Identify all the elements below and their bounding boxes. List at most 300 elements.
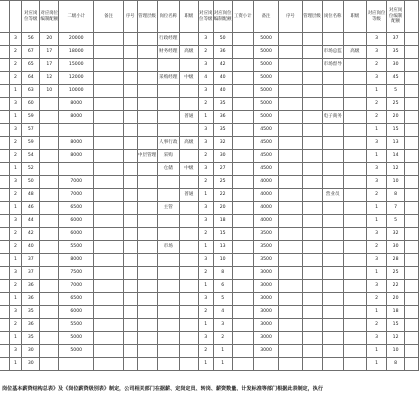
table-cell <box>279 163 302 176</box>
table-cell: 中级 <box>179 72 198 85</box>
table-cell: 市场总监 <box>322 46 343 59</box>
table-cell: 3 <box>9 306 22 319</box>
table-cell <box>94 163 124 176</box>
table-cell <box>157 332 179 345</box>
table-cell <box>232 189 253 202</box>
table-cell: 1 <box>198 189 213 202</box>
table-cell <box>0 241 9 254</box>
table-cell: 1 <box>367 306 387 319</box>
table-cell <box>0 358 9 371</box>
table-cell <box>279 306 302 319</box>
table-cell: 仓储 <box>157 163 179 176</box>
table-cell <box>137 254 157 267</box>
table-cell <box>322 293 343 306</box>
table-cell: 5000 <box>253 33 278 46</box>
header-cell: 职级 <box>179 1 198 33</box>
header-cell: 对应岗位等级 <box>367 1 387 33</box>
table-cell <box>322 345 343 358</box>
table-cell <box>123 46 137 59</box>
table-cell <box>302 124 322 137</box>
table-cell <box>302 85 322 98</box>
table-cell <box>279 202 302 215</box>
table-cell <box>343 189 366 202</box>
table-cell <box>232 176 253 189</box>
header-cell: 对应岗位等级 <box>198 1 213 33</box>
table-cell <box>179 228 198 241</box>
table-cell: 3 <box>198 137 213 150</box>
table-cell <box>302 176 322 189</box>
table-cell: 13 <box>213 241 232 254</box>
table-cell: 37 <box>22 254 40 267</box>
table-cell: 10000 <box>59 85 94 98</box>
table-cell <box>179 150 198 163</box>
table-cell: 36 <box>22 319 40 332</box>
header-cell: 工资小计 <box>232 1 253 33</box>
table-cell <box>94 358 124 371</box>
table-cell <box>40 306 59 319</box>
table-row <box>0 72 419 85</box>
table-cell: 45 <box>387 72 405 85</box>
table-cell: 54 <box>22 150 40 163</box>
table-cell: 10 <box>40 85 59 98</box>
table-cell <box>343 241 366 254</box>
table-cell-edge <box>405 46 419 59</box>
table-cell: 2 <box>9 137 22 150</box>
table-row <box>0 111 419 124</box>
table-row <box>0 280 419 293</box>
table-cell: 3 <box>367 254 387 267</box>
table-cell <box>302 137 322 150</box>
table-cell: 20 <box>387 293 405 306</box>
table-cell <box>0 46 9 59</box>
table-cell: 1 <box>367 124 387 137</box>
table-cell: 35 <box>22 332 40 345</box>
table-cell <box>94 59 124 72</box>
table-cell: 1 <box>198 241 213 254</box>
table-cell <box>137 111 157 124</box>
table-cell <box>123 306 137 319</box>
table-cell <box>302 345 322 358</box>
table-cell <box>40 358 59 371</box>
table-cell: 3 <box>367 163 387 176</box>
table-cell: 3 <box>198 202 213 215</box>
table-cell <box>94 85 124 98</box>
table-cell: 3500 <box>253 241 278 254</box>
table-cell <box>343 59 366 72</box>
table-cell: 4 <box>198 72 213 85</box>
table-cell <box>343 163 366 176</box>
table-cell <box>179 306 198 319</box>
table-row <box>0 293 419 306</box>
table-cell <box>232 72 253 85</box>
table-cell: 8000 <box>59 137 94 150</box>
table-cell: 2 <box>367 189 387 202</box>
table-cell: 2 <box>198 345 213 358</box>
table-cell: 1 <box>198 319 213 332</box>
table-cell <box>157 111 179 124</box>
table-cell <box>157 345 179 358</box>
table-cell: 市场 <box>157 241 179 254</box>
table-cell: 60 <box>22 98 40 111</box>
table-cell: 4500 <box>253 124 278 137</box>
table-row <box>0 319 419 332</box>
table-cell: 50 <box>213 33 232 46</box>
table-cell: 30 <box>22 358 40 371</box>
table-cell <box>232 111 253 124</box>
table-cell <box>179 124 198 137</box>
table-cell <box>179 85 198 98</box>
table-cell-edge <box>405 254 419 267</box>
table-cell: 2 <box>213 332 232 345</box>
table-cell: 2 <box>367 319 387 332</box>
table-cell <box>137 332 157 345</box>
table-cell-edge <box>405 215 419 228</box>
table-cell: 7000 <box>59 280 94 293</box>
table-cell-edge <box>405 228 419 241</box>
header-cell-edge <box>405 1 419 33</box>
table-cell <box>179 33 198 46</box>
table-cell <box>137 345 157 358</box>
table-cell: 高级 <box>179 46 198 59</box>
table-cell <box>343 306 366 319</box>
table-cell <box>179 345 198 358</box>
table-cell: 主管 <box>157 202 179 215</box>
table-cell: 普通 <box>179 111 198 124</box>
table-cell: 35 <box>213 124 232 137</box>
table-cell: 2 <box>367 98 387 111</box>
table-cell <box>0 267 9 280</box>
table-row <box>0 189 419 202</box>
table-cell <box>0 228 9 241</box>
table-cell: 4000 <box>253 215 278 228</box>
table-cell <box>123 33 137 46</box>
table-cell: 1 <box>367 202 387 215</box>
table-cell: 5 <box>387 215 405 228</box>
table-cell <box>40 137 59 150</box>
table-cell: 56 <box>22 33 40 46</box>
table-cell: 3 <box>9 33 22 46</box>
table-cell: 44 <box>22 215 40 228</box>
table-cell <box>322 267 343 280</box>
table-row <box>0 85 419 98</box>
table-cell <box>343 332 366 345</box>
table-cell: 1 <box>198 358 213 371</box>
table-cell: 36 <box>213 46 232 59</box>
table-cell: 5500 <box>59 319 94 332</box>
table-cell <box>157 189 179 202</box>
table-cell <box>279 345 302 358</box>
table-cell <box>137 176 157 189</box>
table-cell <box>343 137 366 150</box>
table-cell <box>94 215 124 228</box>
table-cell <box>40 280 59 293</box>
table-cell: 3000 <box>253 319 278 332</box>
table-cell <box>179 59 198 72</box>
header-cell: 二级小计 <box>59 1 94 33</box>
table-cell <box>322 85 343 98</box>
table-cell <box>157 228 179 241</box>
table-cell <box>123 72 137 85</box>
table-cell: 12000 <box>59 72 94 85</box>
table-cell: 2 <box>9 280 22 293</box>
table-cell <box>343 358 366 371</box>
table-cell: 3 <box>198 293 213 306</box>
table-cell <box>94 241 124 254</box>
table-cell <box>0 254 9 267</box>
table-cell <box>123 202 137 215</box>
table-cell: 3000 <box>253 306 278 319</box>
table-cell <box>343 280 366 293</box>
table-cell <box>279 267 302 280</box>
table-cell-edge <box>405 111 419 124</box>
table-cell <box>59 124 94 137</box>
table-cell <box>157 319 179 332</box>
table-cell: 1 <box>198 280 213 293</box>
table-cell <box>94 254 124 267</box>
table-cell: 52 <box>22 163 40 176</box>
table-cell <box>279 358 302 371</box>
table-cell <box>302 241 322 254</box>
table-cell <box>322 280 343 293</box>
table-cell: 1 <box>9 163 22 176</box>
table-cell: 2 <box>9 59 22 72</box>
table-cell <box>302 319 322 332</box>
table-row <box>0 176 419 189</box>
table-cell <box>123 137 137 150</box>
table-cell: 8000 <box>59 111 94 124</box>
table-cell <box>123 85 137 98</box>
table-row <box>0 345 419 358</box>
table-cell <box>279 85 302 98</box>
header-cell: 对应岗位编制配额 <box>213 1 232 33</box>
table-cell-edge <box>405 345 419 358</box>
table-cell: 2 <box>367 59 387 72</box>
table-cell: 3500 <box>253 228 278 241</box>
table-cell <box>0 215 9 228</box>
footnote-text: 岗位基本薪资结构总表》及《岗位薪资级别表》制定，公司相关部门在据薪、定岗定员、转岗、薪资数量、计发标准等部门根据此表制定，执行 <box>2 386 323 392</box>
table-cell: 普通 <box>179 189 198 202</box>
table-cell <box>279 33 302 46</box>
table-cell <box>40 189 59 202</box>
table-row <box>0 358 419 371</box>
table-cell: 6500 <box>59 202 94 215</box>
table-cell: 59 <box>22 111 40 124</box>
table-cell <box>302 59 322 72</box>
table-cell <box>232 202 253 215</box>
table-cell <box>279 98 302 111</box>
table-cell: 3000 <box>253 267 278 280</box>
table-cell <box>137 124 157 137</box>
table-cell <box>94 33 124 46</box>
table-cell: 50 <box>22 176 40 189</box>
header-cell <box>9 1 22 33</box>
table-cell: 2 <box>198 267 213 280</box>
table-cell <box>179 319 198 332</box>
table-cell-edge <box>405 319 419 332</box>
table-cell: 40 <box>213 85 232 98</box>
table-cell <box>232 345 253 358</box>
table-cell: 6000 <box>59 215 94 228</box>
table-cell: 采购经理 <box>157 72 179 85</box>
table-cell <box>94 202 124 215</box>
table-cell-edge <box>405 150 419 163</box>
table-cell <box>157 293 179 306</box>
table-cell: 20 <box>40 33 59 46</box>
table-cell: 12 <box>387 163 405 176</box>
table-cell <box>94 150 124 163</box>
table-cell-edge <box>405 267 419 280</box>
table-cell: 5 <box>387 85 405 98</box>
table-cell <box>343 33 366 46</box>
table-cell <box>40 241 59 254</box>
table-cell: 15 <box>387 319 405 332</box>
table-cell: 30 <box>387 241 405 254</box>
table-cell: 高级 <box>179 137 198 150</box>
table-cell: 30 <box>22 345 40 358</box>
table-cell <box>253 358 278 371</box>
table-cell <box>322 98 343 111</box>
table-cell <box>137 59 157 72</box>
table-cell <box>137 46 157 59</box>
table-cell <box>0 189 9 202</box>
table-cell <box>40 98 59 111</box>
table-cell <box>157 267 179 280</box>
table-cell <box>302 72 322 85</box>
table-cell <box>157 85 179 98</box>
table-cell: 4500 <box>253 137 278 150</box>
table-cell <box>302 254 322 267</box>
table-cell <box>279 215 302 228</box>
table-cell <box>279 59 302 72</box>
table-cell <box>0 98 9 111</box>
table-cell-edge <box>405 59 419 72</box>
table-cell <box>123 189 137 202</box>
table-cell <box>40 345 59 358</box>
table-cell: 6000 <box>59 228 94 241</box>
table-cell: 25 <box>387 267 405 280</box>
table-row <box>0 124 419 137</box>
table-cell <box>179 293 198 306</box>
table-cell <box>343 319 366 332</box>
table-cell: 2 <box>198 306 213 319</box>
table-cell <box>123 228 137 241</box>
table-cell: 3 <box>198 332 213 345</box>
table-cell <box>123 254 137 267</box>
header-cell: 岗位名称 <box>322 1 343 33</box>
table-cell: 6000 <box>59 306 94 319</box>
table-cell: 2 <box>367 111 387 124</box>
table-row <box>0 150 419 163</box>
table-cell <box>123 59 137 72</box>
table-cell: 3 <box>198 85 213 98</box>
table-cell <box>94 189 124 202</box>
table-cell <box>123 267 137 280</box>
table-cell <box>137 189 157 202</box>
table-cell <box>322 215 343 228</box>
table-cell: 1 <box>9 293 22 306</box>
table-cell: 人事行政 <box>157 137 179 150</box>
table-cell-edge <box>405 176 419 189</box>
table-cell <box>279 176 302 189</box>
table-cell-edge <box>405 202 419 215</box>
table-cell <box>0 137 9 150</box>
table-cell <box>123 124 137 137</box>
table-cell <box>123 319 137 332</box>
table-cell <box>123 150 137 163</box>
table-cell <box>322 202 343 215</box>
table-cell <box>302 163 322 176</box>
table-cell: 18 <box>213 215 232 228</box>
table-cell <box>343 85 366 98</box>
table-cell <box>40 319 59 332</box>
table-cell: 3 <box>367 46 387 59</box>
table-cell <box>302 189 322 202</box>
table-cell <box>279 46 302 59</box>
table-cell <box>0 59 9 72</box>
table-cell <box>157 124 179 137</box>
table-cell: 5000 <box>253 46 278 59</box>
table-cell <box>157 59 179 72</box>
table-cell: 32 <box>387 228 405 241</box>
table-cell <box>94 98 124 111</box>
table-row <box>0 33 419 46</box>
table-cell <box>343 111 366 124</box>
table-cell <box>322 228 343 241</box>
table-cell <box>343 267 366 280</box>
table-cell: 1 <box>198 111 213 124</box>
table-cell <box>94 332 124 345</box>
table-cell: 5500 <box>59 241 94 254</box>
table-cell <box>322 150 343 163</box>
table-cell: 2 <box>9 189 22 202</box>
table-cell <box>179 332 198 345</box>
table-cell <box>137 72 157 85</box>
table-cell: 1 <box>9 111 22 124</box>
table-cell: 12 <box>40 72 59 85</box>
table-cell <box>94 306 124 319</box>
table-cell: 1 <box>9 85 22 98</box>
table-cell <box>302 215 322 228</box>
header-cell <box>0 1 9 33</box>
table-cell: 4000 <box>253 189 278 202</box>
table-cell <box>179 358 198 371</box>
table-cell <box>279 137 302 150</box>
table-cell <box>343 345 366 358</box>
table-cell: 14 <box>387 150 405 163</box>
table-cell <box>302 98 322 111</box>
table-cell: 1 <box>367 215 387 228</box>
table-cell <box>232 85 253 98</box>
table-cell: 8000 <box>59 98 94 111</box>
table-cell <box>123 163 137 176</box>
table-cell <box>137 280 157 293</box>
table-cell <box>137 85 157 98</box>
table-cell <box>322 137 343 150</box>
table-cell: 行政经理 <box>157 33 179 46</box>
table-cell: 市场督导 <box>322 59 343 72</box>
table-row <box>0 163 419 176</box>
table-cell <box>0 293 9 306</box>
table-cell <box>137 358 157 371</box>
header-cell: 对应岗位等级 <box>22 1 40 33</box>
table-cell: 57 <box>22 124 40 137</box>
table-cell <box>343 124 366 137</box>
table-cell <box>232 319 253 332</box>
table-cell <box>279 111 302 124</box>
table-cell: 18 <box>387 306 405 319</box>
table-row <box>0 215 419 228</box>
table-cell <box>157 254 179 267</box>
